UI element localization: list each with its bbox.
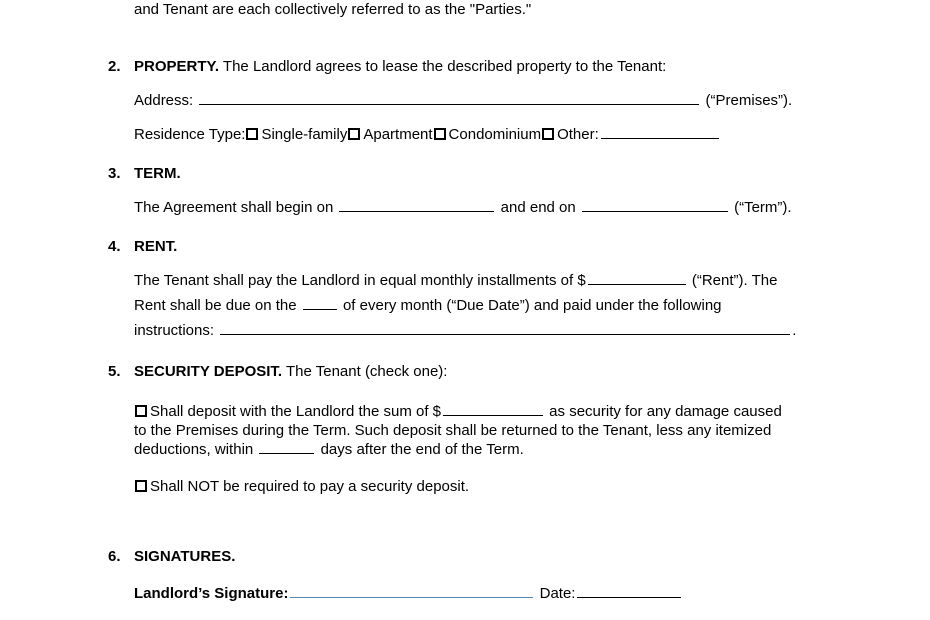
term-end-label: and end on: [500, 199, 576, 216]
address-label: Address:: [134, 92, 194, 109]
premises-label: (“Premises”).: [705, 92, 793, 109]
clause-signatures: [108, 546, 830, 604]
clause-term-heading: TERM.: [134, 165, 181, 182]
clause-rent-heading: RENT.: [134, 238, 178, 255]
landlord-signature-row: [134, 583, 830, 604]
landlord-signature-input[interactable]: [290, 584, 533, 598]
deposit-option-1-text-a: Shall deposit with the Landlord the sum of $: [150, 403, 442, 420]
clause-number-6: 6.: [108, 548, 121, 565]
rent-due-label: Rent shall be due on the: [134, 297, 297, 314]
deposit-sum-input[interactable]: [443, 402, 543, 416]
deposit-days-input[interactable]: [259, 440, 314, 454]
rent-instructions-line: [134, 320, 830, 341]
clause-term-body: [134, 163, 830, 218]
deposit-deductions-suffix: days after the end of the Term.: [320, 441, 524, 458]
residence-type-line: [134, 124, 830, 145]
rent-instructions-input[interactable]: [220, 321, 790, 335]
checkbox-deposit-required[interactable]: [135, 405, 147, 417]
term-dates-line: [134, 197, 830, 218]
deposit-option-2: [134, 477, 830, 496]
clause-security-lead: The Tenant (check one):: [282, 363, 448, 380]
document-body: [108, 0, 830, 604]
rent-instructions-period: .: [792, 322, 797, 339]
checkbox-condominium[interactable]: [434, 128, 446, 140]
clause-rent-heading-line: [134, 236, 830, 257]
address-input[interactable]: [199, 91, 699, 105]
landlord-signature-label: Landlord’s Signature:: [134, 585, 289, 602]
deposit-option-1-text-c: to the Premises during the Term. Such deposit shall be returned to the Tenant, less any itemized: [134, 422, 772, 439]
term-label: (“Term”).: [734, 199, 792, 216]
rent-amount-line: [134, 270, 830, 291]
clause-number-4: 4.: [108, 238, 121, 255]
residence-type-label: Residence Type:: [134, 126, 246, 143]
clause-number-3: 3.: [108, 165, 121, 182]
deposit-option-2-text: Shall NOT be required to pay a security deposit.: [150, 478, 470, 495]
rent-amount-input[interactable]: [588, 271, 686, 285]
clause-signatures-body: [134, 546, 830, 604]
clause-property-heading-line: [134, 56, 830, 77]
clause-property-lead: The Landlord agrees to lease the described property to the Tenant:: [219, 58, 667, 75]
checkbox-single-family[interactable]: [246, 128, 258, 140]
option-single-family: Single-family: [261, 126, 348, 143]
clause-security-heading-line: [134, 361, 830, 382]
option-condominium: Condominium: [448, 126, 542, 143]
intro-paragraph: and Tenant are each collectively referred to as the "Parties.": [134, 1, 532, 18]
term-begin-label: The Agreement shall begin on: [134, 199, 334, 216]
rent-due-line: [134, 295, 830, 316]
clause-rent-body: [134, 236, 830, 341]
clause-security-deposit-body: [134, 361, 830, 496]
clause-term: [108, 163, 830, 218]
date-input[interactable]: [577, 584, 681, 598]
deposit-option-1-line-d: [134, 440, 830, 459]
rent-amount-label: The Tenant shall pay the Landlord in equal monthly installments of $: [134, 272, 586, 289]
term-end-input[interactable]: [582, 198, 728, 212]
clause-rent: [108, 236, 830, 341]
address-line: [134, 90, 830, 111]
clause-security-heading: SECURITY DEPOSIT.: [134, 363, 283, 380]
date-label: Date:: [539, 585, 576, 602]
clause-property-heading: PROPERTY.: [134, 58, 220, 75]
clause-security-deposit: [108, 361, 830, 496]
clause-signatures-heading-line: [134, 546, 830, 567]
checkbox-apartment[interactable]: [348, 128, 360, 140]
clause-property: [108, 56, 830, 145]
rent-due-input[interactable]: [303, 296, 337, 310]
clause-number-2: 2.: [108, 58, 121, 75]
rent-label: (“Rent”). The: [691, 272, 778, 289]
clause-signatures-heading: SIGNATURES.: [134, 548, 236, 565]
term-begin-input[interactable]: [339, 198, 494, 212]
rent-instructions-label: instructions:: [134, 322, 215, 339]
checkbox-deposit-not-required[interactable]: [135, 480, 147, 492]
clause-number-5: 5.: [108, 363, 121, 380]
rent-due-suffix: of every month (“Due Date”) and paid under the following: [342, 297, 722, 314]
deposit-option-1: [134, 402, 830, 459]
clause-property-body: [134, 56, 830, 145]
deposit-option-1-text-b: as security for any damage caused: [545, 403, 782, 420]
checkbox-other[interactable]: [542, 128, 554, 140]
option-apartment: Apartment: [363, 126, 433, 143]
clause-term-heading-line: [134, 163, 830, 184]
option-other: Other:: [557, 126, 599, 143]
other-input[interactable]: [601, 125, 719, 139]
deposit-deductions-label: deductions, within: [134, 441, 254, 458]
